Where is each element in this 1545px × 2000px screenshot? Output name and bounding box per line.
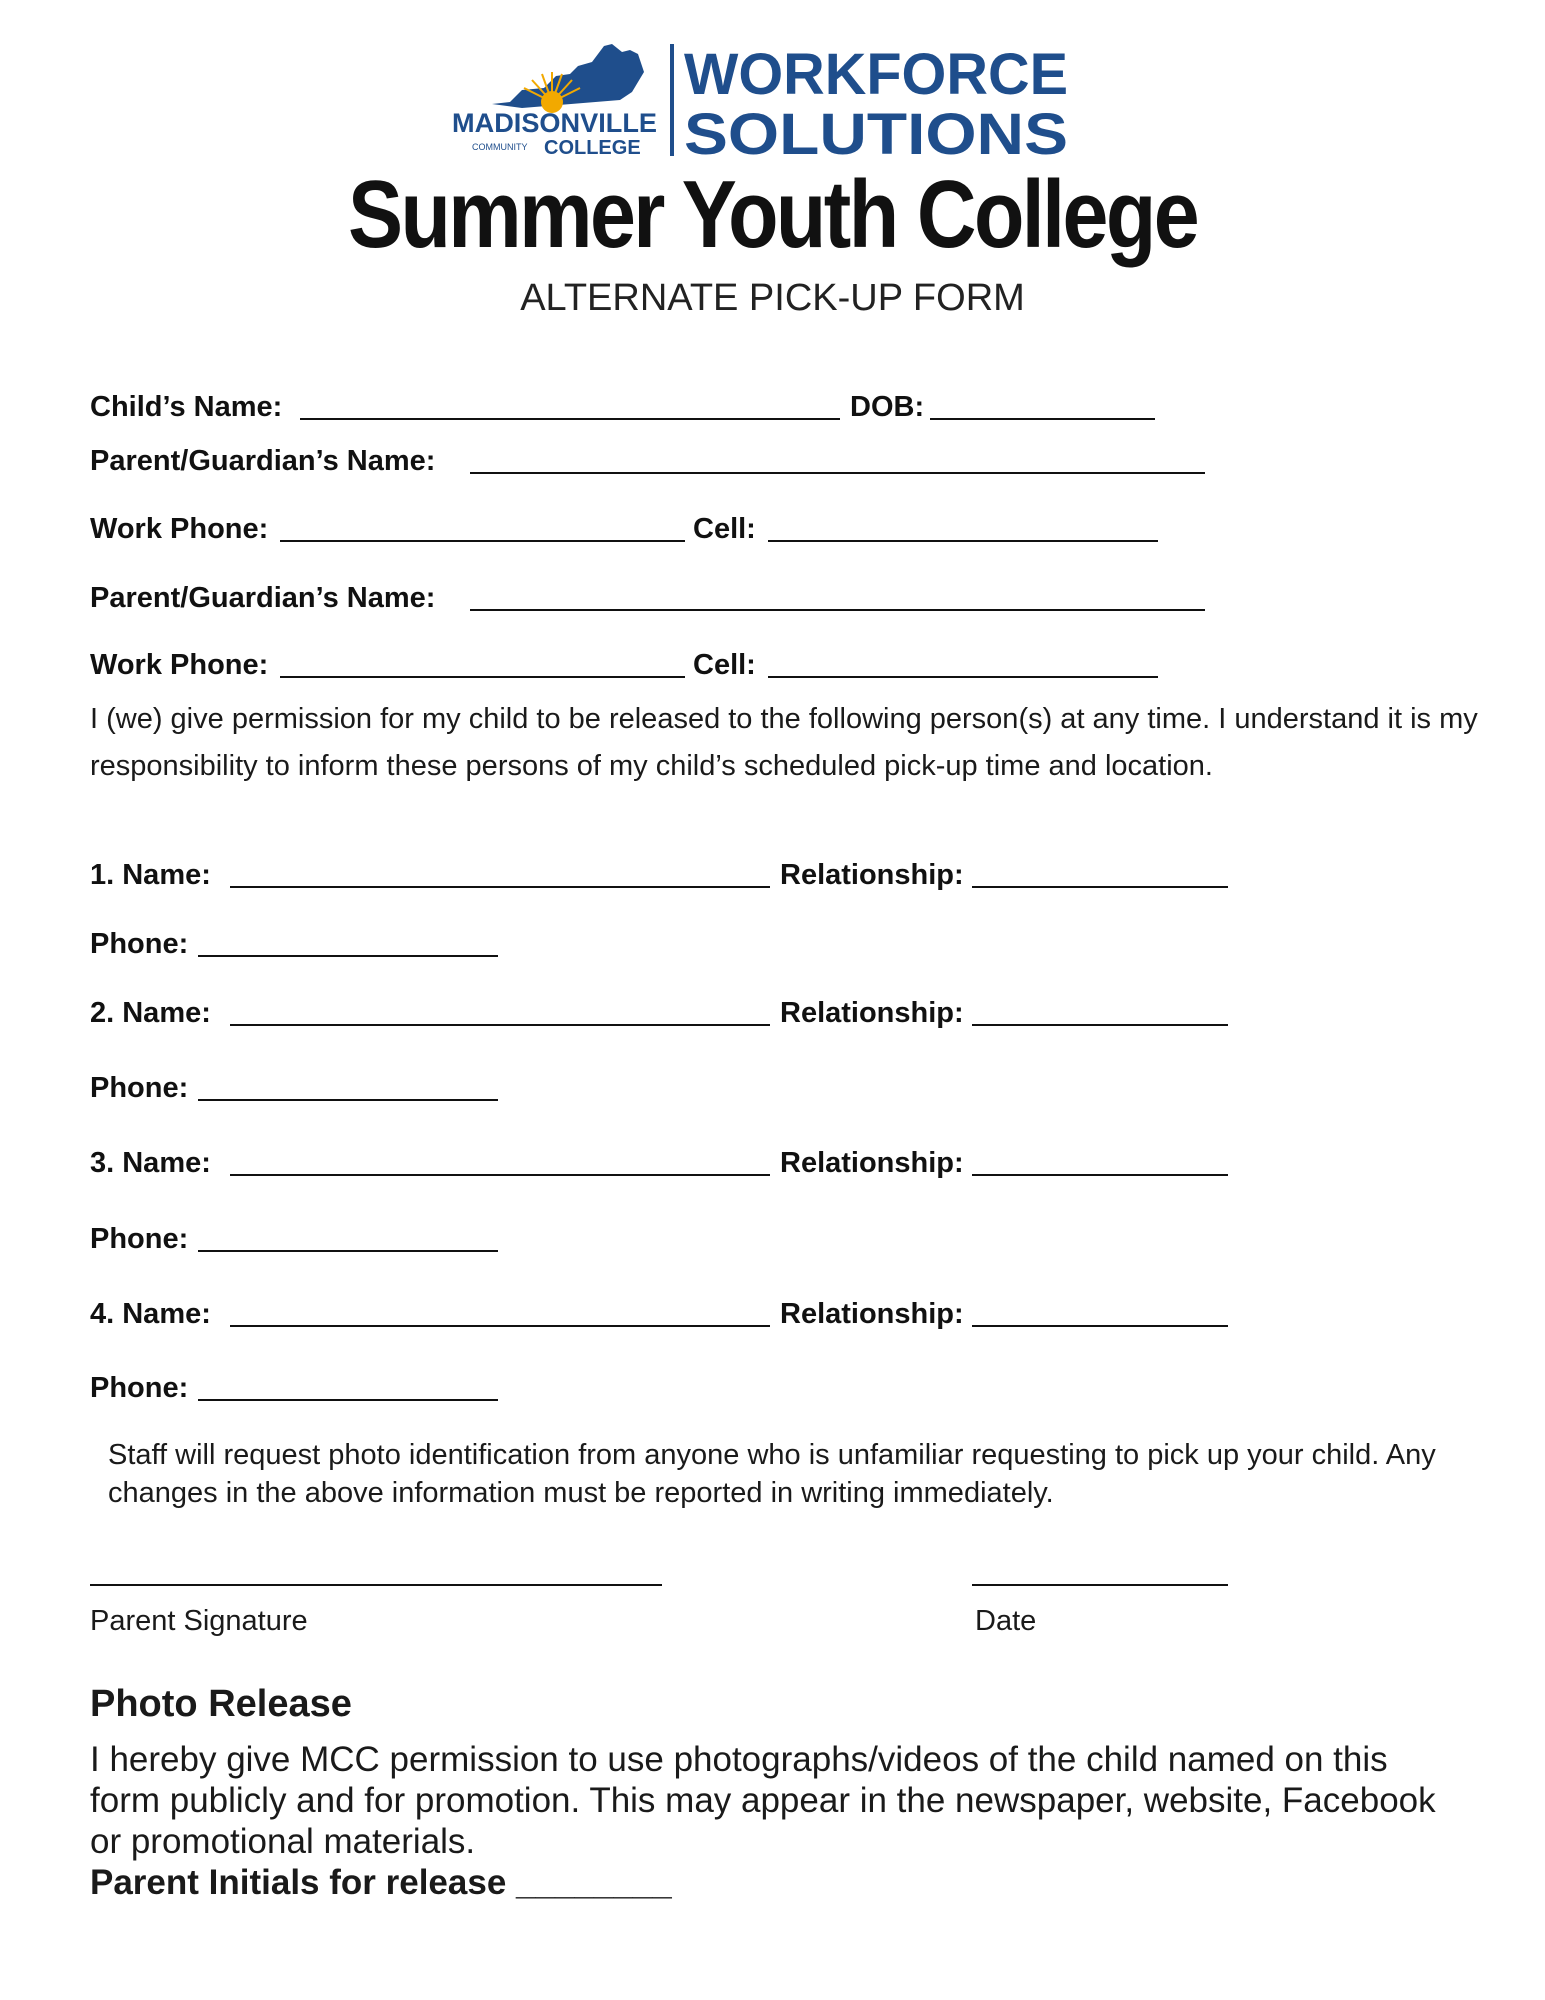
logo-brand-line2: SOLUTIONS (684, 102, 1068, 162)
person2-relationship-field[interactable] (972, 1024, 1228, 1026)
photo-release-text: I hereby give MCC permission to use photographs/videos of the child named on this form publicly and for promotion. This may appear in the newspaper, website, Facebook or promotional materials. (90, 1740, 1436, 1861)
person3-name-field[interactable] (230, 1174, 770, 1176)
person3-name-label: 3. Name: (90, 1147, 211, 1179)
parent-signature-label: Parent Signature (90, 1605, 308, 1637)
logo-college-name: MADISONVILLE (452, 108, 657, 138)
page-title: Summer Youth College (347, 161, 1198, 268)
kentucky-map-icon (492, 44, 644, 108)
guardian2-name-field[interactable] (470, 609, 1205, 611)
person1-relationship-label: Relationship: (780, 859, 964, 891)
parent-initials-label[interactable]: Parent Initials for release ________ (90, 1863, 672, 1902)
guardian1-name-field[interactable] (470, 472, 1205, 474)
photo-release-heading: Photo Release (90, 1683, 352, 1725)
person2-relationship-label: Relationship: (780, 997, 964, 1029)
person3-phone-field[interactable] (198, 1250, 498, 1252)
logo-college-label: COLLEGE (544, 137, 641, 159)
dob-field[interactable] (930, 418, 1155, 420)
page-subtitle: ALTERNATE PICK-UP FORM (520, 277, 1025, 319)
guardian2-cell-label: Cell: (693, 649, 756, 681)
permission-text: I (we) give permission for my child to be released to the following person(s) at any time. I understand it is my responsibility to inform these persons of my child’s scheduled pick-up time and location. (90, 703, 1478, 782)
guardian2-name-label: Parent/Guardian’s Name: (90, 582, 436, 614)
person4-phone-field[interactable] (198, 1399, 498, 1401)
college-logo-graphic (452, 42, 1082, 162)
person2-phone-field[interactable] (198, 1099, 498, 1101)
header-logo (452, 42, 1082, 162)
parent-signature-field[interactable] (90, 1584, 662, 1586)
person1-relationship-field[interactable] (972, 886, 1228, 888)
dob-label: DOB: (850, 391, 925, 423)
guardian1-cell-field[interactable] (768, 540, 1158, 542)
person2-name-field[interactable] (230, 1024, 770, 1026)
person2-phone-label: Phone: (90, 1072, 189, 1104)
date-field[interactable] (972, 1584, 1228, 1586)
person2-name-label: 2. Name: (90, 997, 211, 1029)
guardian1-cell-label: Cell: (693, 513, 756, 545)
person4-relationship-label: Relationship: (780, 1298, 964, 1330)
person4-relationship-field[interactable] (972, 1325, 1228, 1327)
staff-note: Staff will request photo identification from anyone who is unfamiliar requesting to pick up your child. Any changes in the above information must be reported in writing immediately. (108, 1439, 1436, 1509)
logo-community-label: COMMUNITY (472, 142, 528, 152)
child-name-field[interactable] (300, 418, 840, 420)
guardian2-cell-field[interactable] (768, 676, 1158, 678)
person1-name-field[interactable] (230, 886, 770, 888)
guardian1-work-field[interactable] (280, 540, 685, 542)
person3-relationship-label: Relationship: (780, 1147, 964, 1179)
guardian2-work-field[interactable] (280, 676, 685, 678)
guardian1-work-label: Work Phone: (90, 513, 269, 545)
logo-brand-line1: WORKFORCE (684, 42, 1068, 107)
person1-phone-label: Phone: (90, 928, 189, 960)
date-label: Date (975, 1605, 1037, 1637)
person3-relationship-field[interactable] (972, 1174, 1228, 1176)
person4-name-field[interactable] (230, 1325, 770, 1327)
guardian2-work-label: Work Phone: (90, 649, 269, 681)
person4-name-label: 4. Name: (90, 1298, 211, 1330)
person1-phone-field[interactable] (198, 955, 498, 957)
person3-phone-label: Phone: (90, 1223, 189, 1255)
guardian1-name-label: Parent/Guardian’s Name: (90, 445, 436, 477)
person4-phone-label: Phone: (90, 1372, 189, 1404)
child-name-label: Child’s Name: (90, 391, 283, 423)
person1-name-label: 1. Name: (90, 859, 211, 891)
